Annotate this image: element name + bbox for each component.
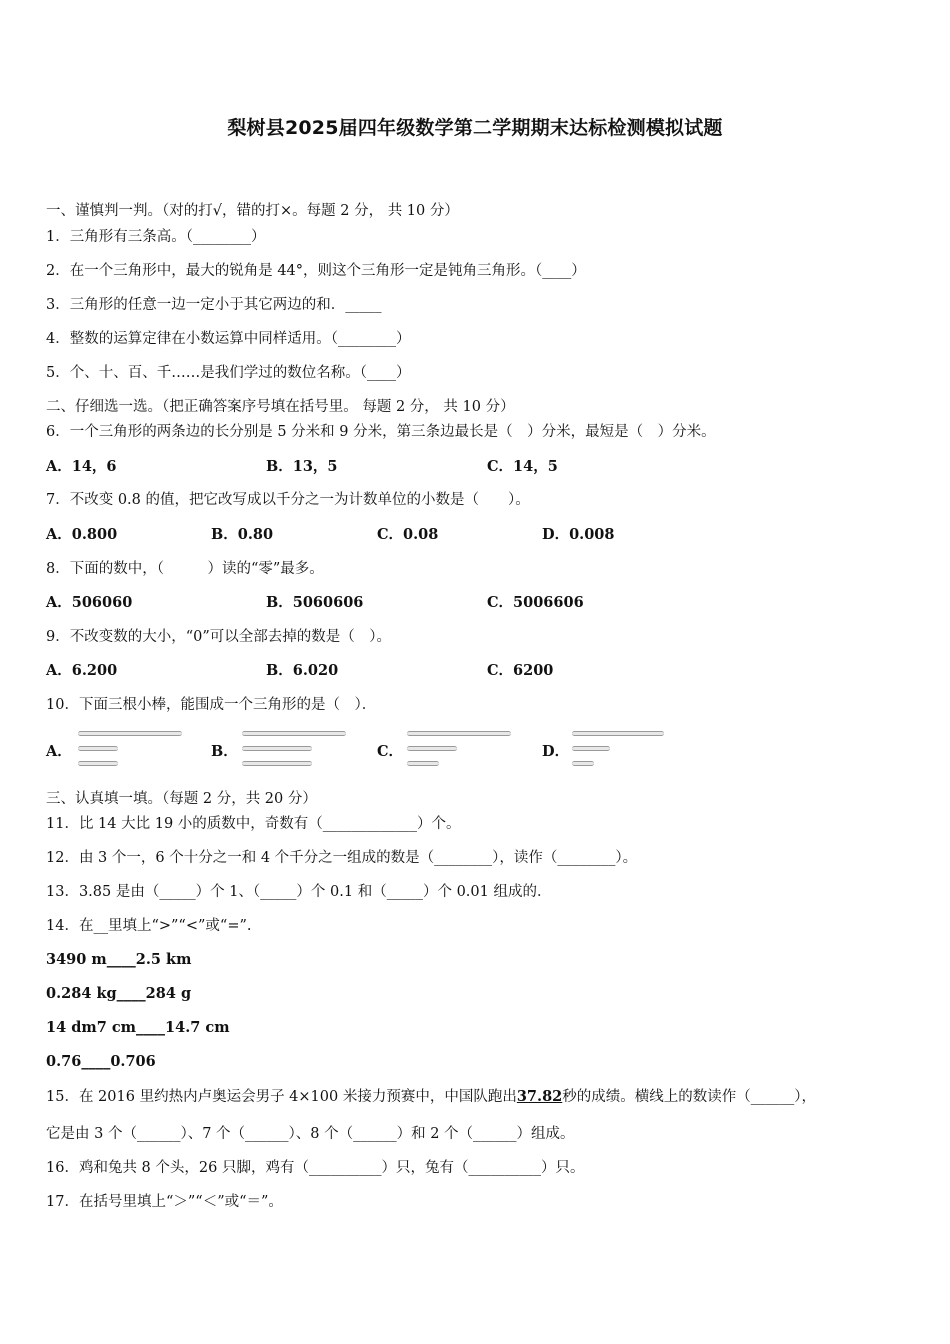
q10-c-stick-1 xyxy=(407,731,511,736)
question-11: 11．比 14 大比 19 小的质数中，奇数有（_____________）个。 xyxy=(46,816,461,832)
q7-option-c: C．0.08 xyxy=(377,526,439,543)
q10-d-stick-1 xyxy=(572,731,664,736)
q10-b-stick-2 xyxy=(242,746,312,751)
q7-option-a: A．0.800 xyxy=(46,526,118,543)
question-12: 12．由 3 个一，6 个十分之一和 4 个千分之一组成的数是（________），读作（________）。 xyxy=(46,850,638,866)
q10-c-stick-2 xyxy=(407,746,457,751)
q9-option-a: A．6.200 xyxy=(46,662,118,679)
q10-a-stick-1 xyxy=(78,731,182,736)
q10-option-a: A． xyxy=(46,743,72,760)
question-8: 8．下面的数中，（ ）读的“零”最多。 xyxy=(46,561,324,577)
question-2: 2．在一个三角形中，最大的锐角是 44°，则这个三角形一定是钝角三角形。（____） xyxy=(46,263,586,279)
q9-option-c: C．6200 xyxy=(487,662,554,679)
q7-option-b: B．0.80 xyxy=(211,526,274,543)
question-9: 9．不改变数的大小，“0”可以全部去掉的数是（ ）。 xyxy=(46,629,392,645)
page-title: 梨树县2025届四年级数学第二学期期末达标检测模拟试题 xyxy=(227,117,723,139)
q10-option-d: D． xyxy=(542,743,570,760)
q14-item-b: 0.284 kg____284 g xyxy=(46,985,192,1002)
q6-option-c: C．14，5 xyxy=(487,458,558,475)
q15-text-post: 秒的成绩。横线上的数读作（______）， xyxy=(562,1089,816,1105)
q8-option-c: C．5006606 xyxy=(487,594,584,611)
q10-d-stick-2 xyxy=(572,746,610,751)
question-5: 5．个、十、百、千……是我们学过的数位名称。（____） xyxy=(46,365,411,381)
question-15-line2: 它是由 3 个（______）、7 个（______）、8 个（______）和 2 个（______）组成。 xyxy=(46,1126,575,1142)
section1-heading: 一、谨慎判一判。（对的打√，错的打×。每题 2 分， 共 10 分） xyxy=(46,203,459,219)
q14-item-c: 14 dm7 cm____14.7 cm xyxy=(46,1019,230,1036)
q6-option-b: B．13，5 xyxy=(266,458,338,475)
q10-c-stick-3 xyxy=(407,761,439,766)
q10-b-stick-3 xyxy=(242,761,312,766)
question-7: 7．不改变 0.8 的值，把它改写成以千分之一为计数单位的小数是（ ）。 xyxy=(46,492,530,508)
question-13: 13．3.85 是由（_____）个 1、（_____）个 0.1 和（_____）个 0.01 组成的． xyxy=(46,884,552,900)
question-6: 6．一个三角形的两条边的长分别是 5 分米和 9 分米，第三条边最长是（ ）分米，最短是（ ）分米。 xyxy=(46,424,716,440)
q15-underlined-number: 37.82 xyxy=(516,1088,563,1105)
question-15 xyxy=(46,1088,816,1106)
q10-a-stick-2 xyxy=(78,746,118,751)
q10-option-c: C． xyxy=(377,743,404,760)
q14-item-d: 0.76____0.706 xyxy=(46,1053,156,1070)
q10-b-stick-1 xyxy=(242,731,346,736)
q14-item-a: 3490 m____2.5 km xyxy=(46,951,192,968)
q7-option-d: D．0.008 xyxy=(542,526,615,543)
question-1: 1．三角形有三条高。（________） xyxy=(46,229,266,245)
section2-heading: 二、仔细选一选。（把正确答案序号填在括号里。 每题 2 分， 共 10 分） xyxy=(46,399,515,415)
question-17: 17．在括号里填上“＞”“＜”或“＝”。 xyxy=(46,1194,283,1210)
section3-heading: 三、认真填一填。（每题 2 分，共 20 分） xyxy=(46,791,317,807)
q15-text-pre: 15．在 2016 里约热内卢奥运会男子 4×100 米接力预赛中，中国队跑出 xyxy=(46,1089,517,1105)
question-3: 3．三角形的任意一边一定小于其它两边的和．_____ xyxy=(46,297,382,313)
q10-a-stick-3 xyxy=(78,761,118,766)
q8-option-a: A．506060 xyxy=(46,594,133,611)
q6-option-a: A．14，6 xyxy=(46,458,117,475)
question-16: 16．鸡和兔共 8 个头，26 只脚，鸡有（__________）只，兔有（__________）只。 xyxy=(46,1160,585,1176)
q10-d-stick-3 xyxy=(572,761,594,766)
question-4: 4．整数的运算定律在小数运算中同样适用。（________） xyxy=(46,331,411,347)
q8-option-b: B．5060606 xyxy=(266,594,364,611)
q10-option-b: B． xyxy=(211,743,238,760)
q9-option-b: B．6.020 xyxy=(266,662,339,679)
question-14: 14．在__里填上“>”“<”或“=”. xyxy=(46,918,252,934)
question-10: 10．下面三根小棒，能围成一个三角形的是（ ）． xyxy=(46,697,377,713)
